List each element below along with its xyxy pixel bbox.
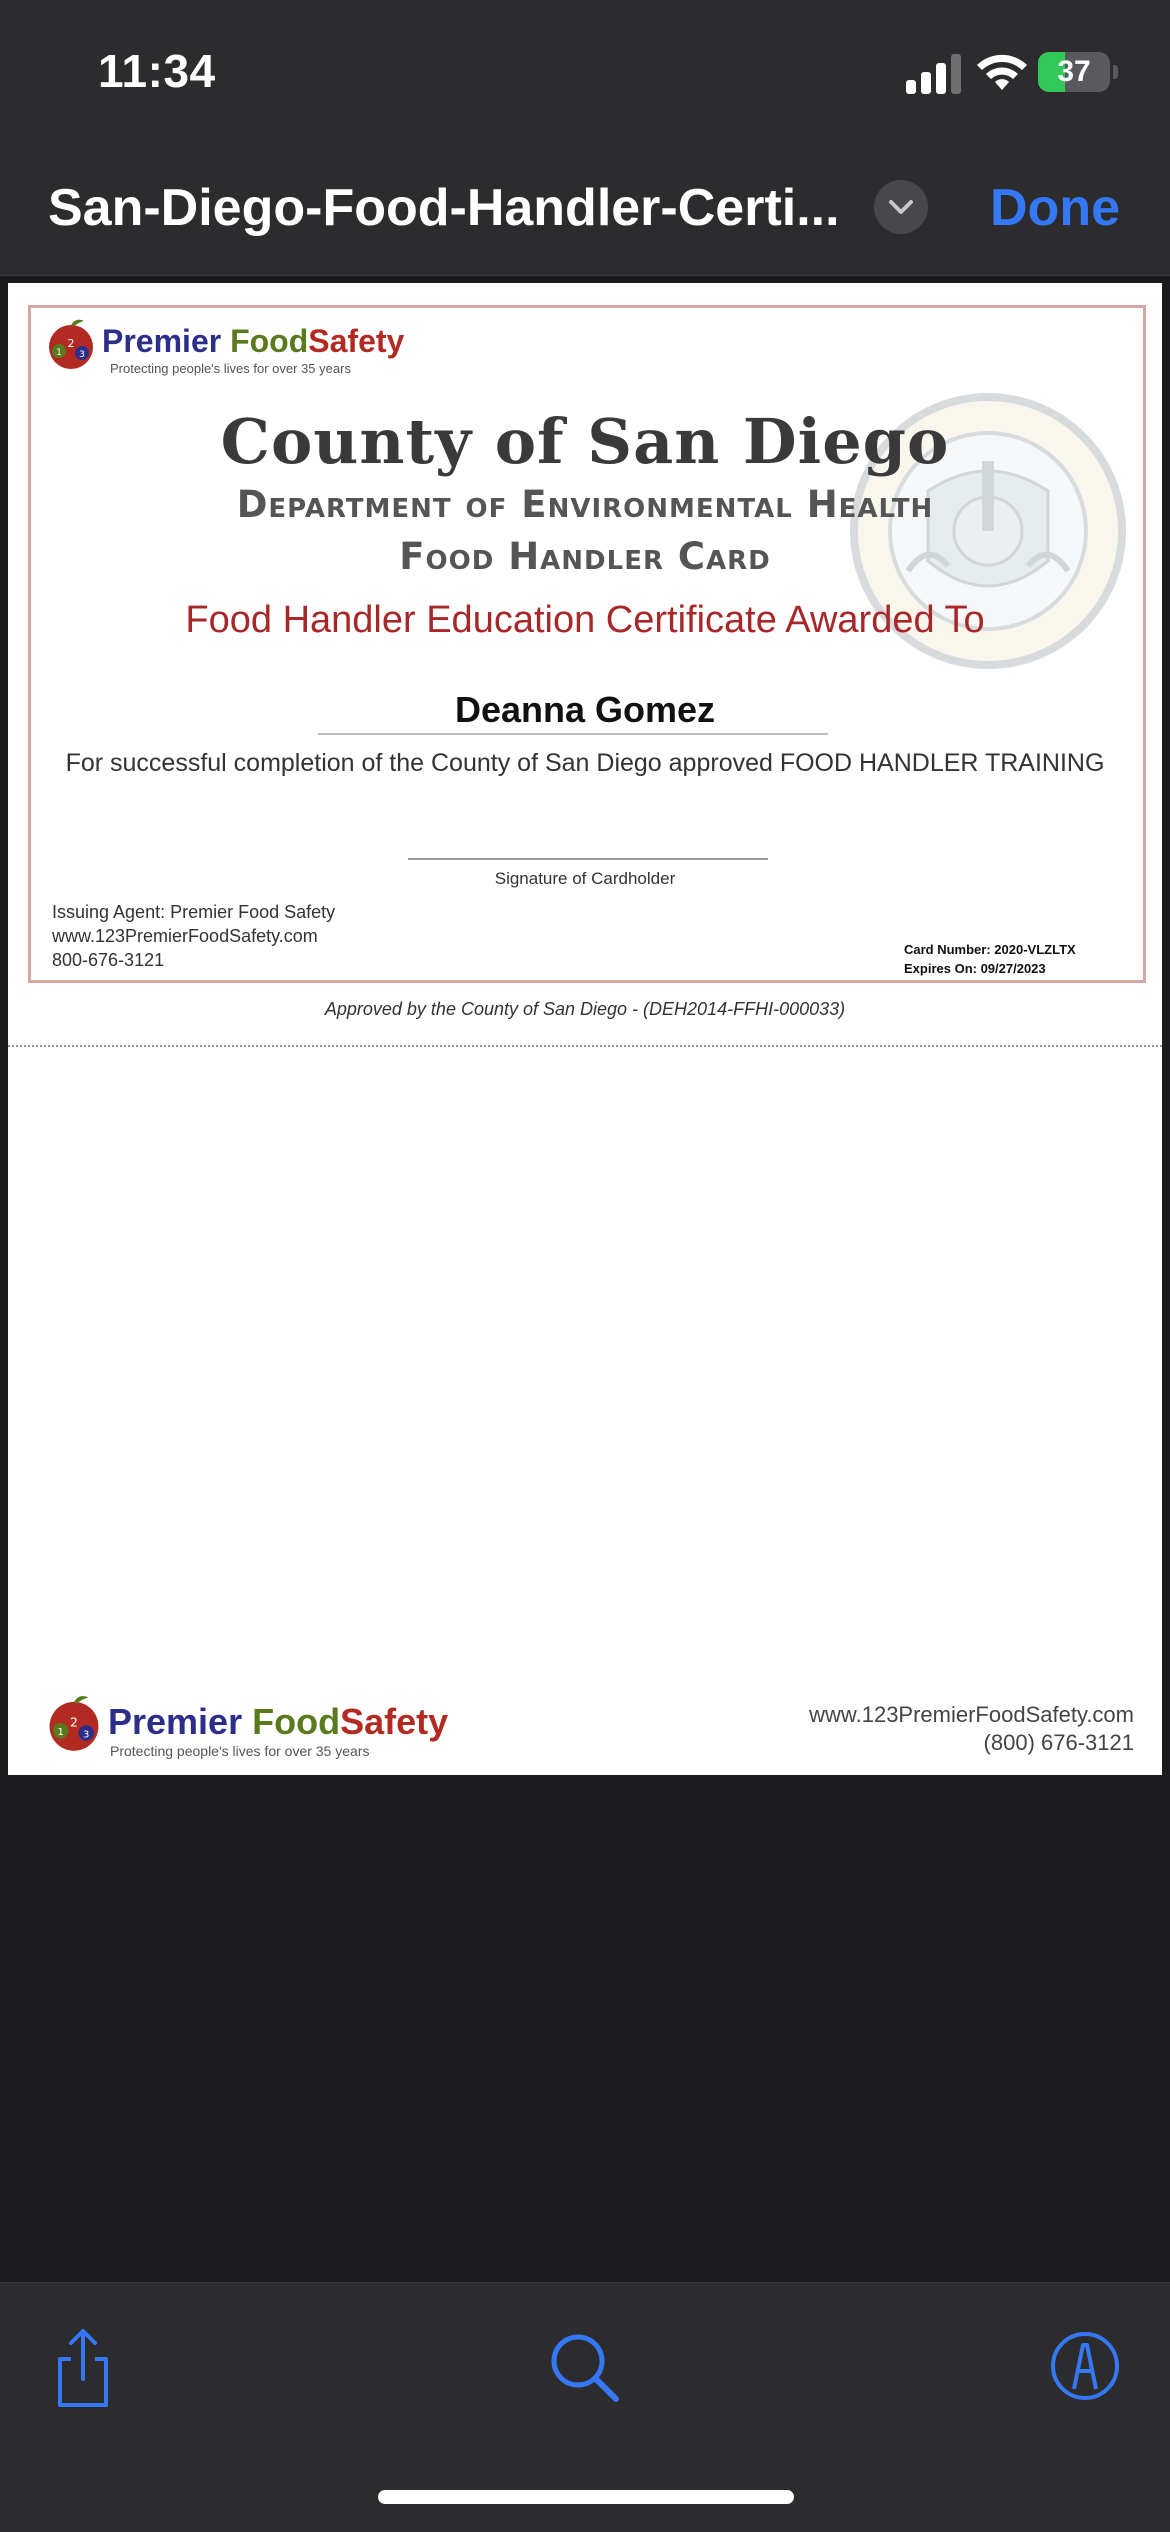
done-button[interactable]: Done [990, 179, 1120, 237]
document-title[interactable]: San-Diego-Food-Handler-Certi... [48, 179, 840, 237]
logo-brand-part1: Premier [102, 323, 222, 359]
footer-brand-part2: Food [252, 1701, 341, 1742]
logo-tagline: Protecting people's lives for over 35 years [110, 361, 351, 376]
footer-logo [44, 1693, 484, 1763]
recipient-name: Deanna Gomez [454, 689, 716, 730]
chevron-down-icon [888, 196, 914, 218]
footer-website: www.123PremierFoodSafety.com [809, 1702, 1134, 1727]
expiration-date: Expires On: 09/27/2023 [904, 961, 1046, 976]
card-type-title: Food Handler Card [399, 535, 771, 578]
svg-text:3: 3 [83, 1729, 90, 1741]
document-page[interactable] [8, 283, 1162, 1775]
svg-text:1: 1 [56, 348, 62, 358]
markup-icon [1040, 2321, 1130, 2411]
signature-line [408, 858, 768, 860]
card-number: Card Number: 2020-VLZLTX [904, 942, 1076, 957]
logo-brand-part2: Food [230, 323, 309, 359]
issuing-agent-block [52, 900, 335, 972]
svg-text:2: 2 [70, 1715, 78, 1730]
cellular-signal-icon [906, 54, 964, 94]
footer-brand-part3: Safety [340, 1701, 449, 1742]
markup-button[interactable] [1040, 2321, 1130, 2411]
apple-logo-icon [44, 1693, 104, 1753]
title-menu-button[interactable] [874, 180, 928, 234]
status-bar [0, 0, 1170, 140]
name-underline [318, 733, 828, 735]
signature-label: Signature of Cardholder [494, 869, 676, 888]
issuing-website: www.123PremierFoodSafety.com [52, 926, 318, 946]
completion-statement: For successful completion of the County of San Diego approved FOOD HANDLER TRAINING [65, 749, 1105, 777]
card-info-block [904, 940, 1076, 978]
svg-text:2: 2 [67, 337, 75, 350]
apple-logo-icon [44, 317, 98, 371]
svg-text:1: 1 [57, 1727, 64, 1739]
footer-contact [809, 1701, 1134, 1757]
issuing-phone: 800-676-3121 [52, 950, 165, 970]
issuing-agent: Issuing Agent: Premier Food Safety [52, 902, 336, 922]
search-icon [540, 2321, 630, 2411]
department-title: Department of Environmental Health [236, 483, 934, 526]
footer-phone: (800) 676-3121 [983, 1730, 1134, 1755]
wifi-icon [976, 52, 1028, 92]
footer-brand-part1: Premier [108, 1701, 243, 1742]
page-divider [8, 1045, 1162, 1047]
premier-food-safety-logo [44, 317, 444, 381]
search-button[interactable] [540, 2321, 630, 2411]
share-icon [38, 2321, 128, 2411]
svg-text:3: 3 [79, 350, 85, 360]
battery-icon [1038, 52, 1118, 92]
home-indicator[interactable] [378, 2490, 794, 2504]
status-time: 11:34 [98, 45, 216, 97]
battery-percent: 37 [1057, 55, 1091, 88]
awarded-heading: Food Handler Education Certificate Awarded To [185, 599, 985, 641]
share-button[interactable] [38, 2321, 128, 2411]
county-title: County of San Diego [220, 405, 950, 478]
document-nav-bar [0, 140, 1170, 276]
approval-statement: Approved by the County of San Diego - (DEH2014-FFHI-000033) [324, 999, 846, 1019]
footer-tagline: Protecting people's lives for over 35 years [110, 1743, 370, 1759]
logo-brand-part3: Safety [308, 323, 405, 359]
